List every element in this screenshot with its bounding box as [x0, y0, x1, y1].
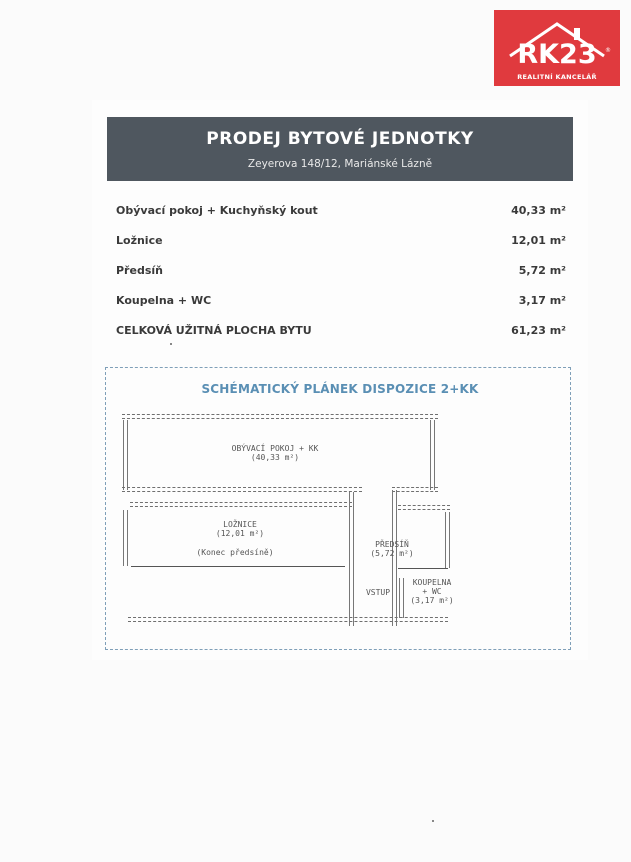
plan-room-area: (12,01 m²): [215, 529, 265, 538]
room-row-living: [116, 204, 566, 220]
page-title: PRODEJ BYTOVÉ JEDNOTKY: [206, 129, 474, 149]
plan-room-name: KOUPELNA: [412, 578, 452, 587]
wall: [122, 414, 438, 419]
wall: [445, 512, 450, 568]
room-area: 40,33 m²: [511, 204, 566, 217]
scan-speck: [170, 343, 172, 345]
room-row-total: [116, 324, 566, 340]
scan-speck: [432, 820, 434, 822]
wall: [131, 566, 345, 567]
plan-bedroom-note: (Konec předsíně): [196, 548, 274, 557]
wall: [130, 502, 352, 507]
wall: [398, 505, 450, 510]
wall: [430, 420, 435, 490]
wall: [123, 510, 128, 566]
wall: [128, 617, 448, 622]
plan-entry-label: VSTUP: [365, 588, 391, 597]
wall: [349, 492, 354, 626]
wall: [122, 487, 362, 492]
room-row-bedroom: [116, 234, 566, 250]
plan-room-name: OBÝVACÍ POKOJ + KK: [231, 444, 319, 453]
wall: [123, 420, 128, 490]
wall: [392, 487, 438, 492]
floor-plan-frame: [105, 367, 571, 650]
room-label: Předsíň: [116, 264, 163, 277]
plan-room-area: (40,33 m²): [250, 453, 300, 462]
rk23-logo: [494, 10, 620, 86]
header-banner: [107, 117, 573, 181]
room-area: 3,17 m²: [518, 294, 566, 307]
room-row-hall: [116, 264, 566, 280]
plan-room-name: PŘEDSÍŇ: [375, 540, 409, 549]
address: Zeyerova 148/12, Mariánské Lázně: [247, 158, 433, 170]
plan-room-area: (3,17 m²): [410, 596, 454, 605]
room-area: 5,72 m²: [518, 264, 566, 277]
plan-room-living: [200, 444, 350, 462]
plan-room-bedroom: [190, 520, 290, 538]
room-label: Ložnice: [116, 234, 163, 247]
total-area: 61,23 m²: [511, 324, 566, 337]
room-label: Obývací pokoj + Kuchyňský kout: [116, 204, 318, 217]
logo-wordmark: RK23: [517, 39, 597, 70]
room-label: Koupelna + WC: [116, 294, 212, 307]
wall: [398, 568, 448, 569]
plan-room-name-2: + WC: [422, 587, 442, 596]
room-row-bathroom: [116, 294, 566, 310]
wall: [392, 490, 397, 626]
plan-room-area: (5,72 m²): [370, 549, 414, 558]
room-area: 12,01 m²: [511, 234, 566, 247]
registered-mark: ®: [605, 47, 611, 54]
logo-subtitle: REALITNÍ KANCELÁŘ: [517, 73, 597, 81]
floor-plan-title: SCHÉMATICKÝ PLÁNEK DISPOZICE 2+KK: [201, 382, 479, 396]
total-label: CELKOVÁ UŽITNÁ PLOCHA BYTU: [116, 324, 312, 337]
plan-room-hall: [362, 540, 422, 558]
plan-room-bathroom: [402, 578, 462, 605]
plan-room-name: LOŽNICE: [223, 520, 257, 529]
